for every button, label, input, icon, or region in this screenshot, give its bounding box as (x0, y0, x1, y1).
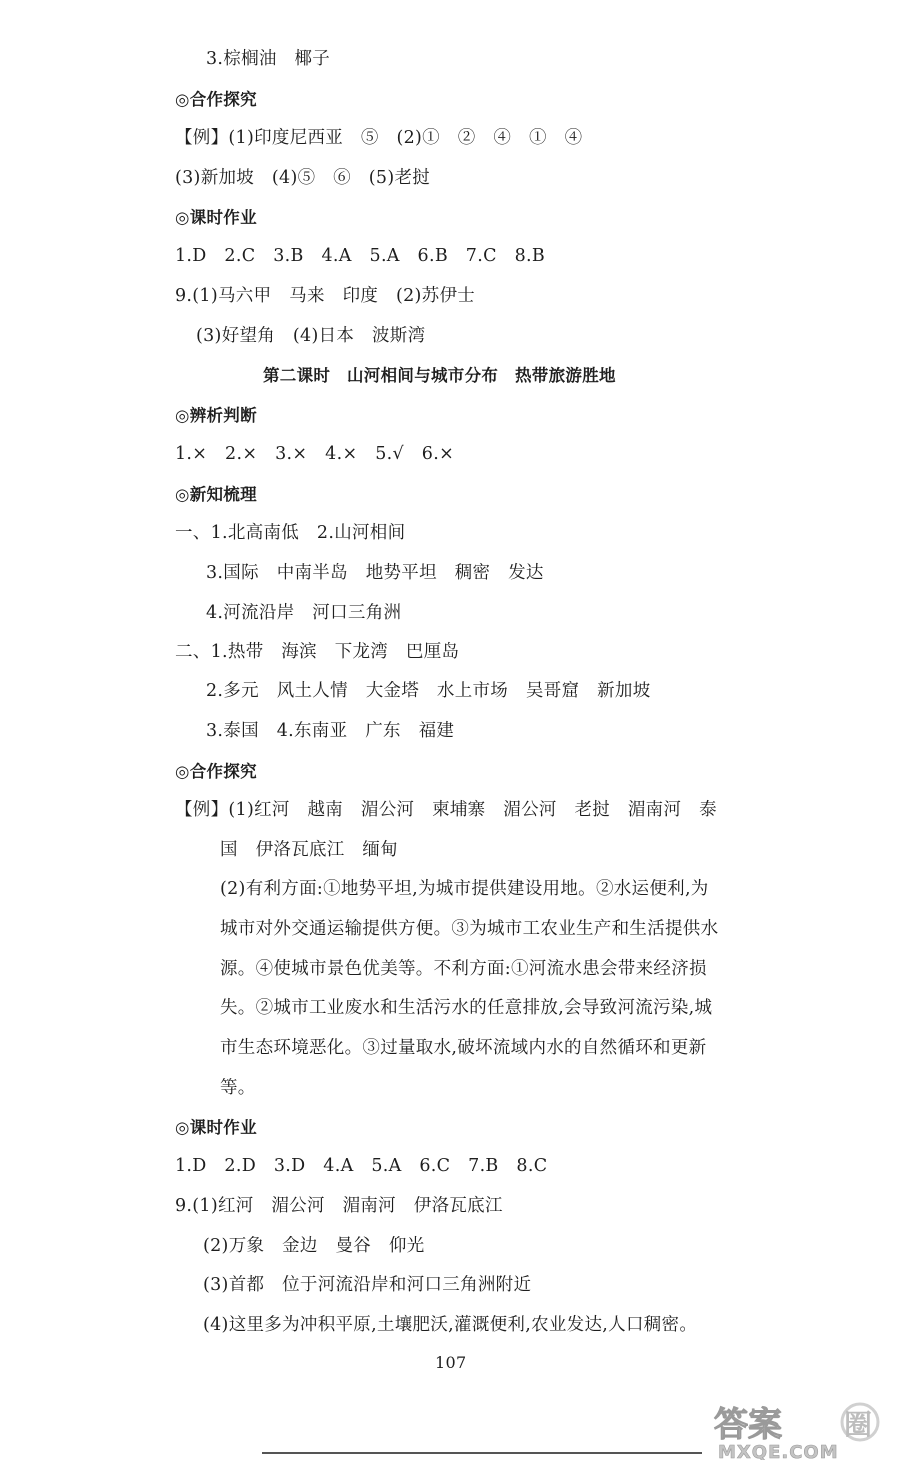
section-heading: ◎课时作业 (175, 208, 257, 227)
answer-paragraph-line: (2)有利方面:①地势平坦,为城市提供建设用地。②水运便利,为 (220, 879, 709, 899)
answer-line: 二、1.热带 海滨 下龙湾 巴厘岛 (175, 642, 460, 662)
answer-paragraph-line: 市生态环境恶化。③过量取水,破坏流域内水的自然循环和更新 (220, 1038, 707, 1058)
answer-line: 9.(1)红河 湄公河 湄南河 伊洛瓦底江 (175, 1196, 503, 1216)
answer-line: (3)新加坡 (4)⑤ ⑥ (5)老挝 (175, 168, 431, 188)
answer-line: 3.泰国 4.东南亚 广东 福建 (206, 721, 455, 741)
answer-line: 【例】(1)印度尼西亚 ⑤ (2)① ② ④ ① ④ (175, 128, 583, 148)
answer-line: 2.多元 风土人情 大金塔 水上市场 吴哥窟 新加坡 (206, 681, 651, 701)
answer-line: (4)这里多为冲积平原,土壤肥沃,灌溉便利,农业发达,人口稠密。 (203, 1315, 698, 1335)
svg-text:MXQE.COM: MXQE.COM (718, 1442, 839, 1460)
answer-paragraph-line: 源。④使城市景色优美等。不利方面:①河流水患会带来经济损 (220, 959, 707, 979)
answer-line: 【例】(1)红河 越南 湄公河 柬埔寨 湄公河 老挝 湄南河 泰 (175, 800, 717, 820)
answer-line: 3.国际 中南半岛 地势平坦 稠密 发达 (206, 563, 544, 583)
svg-text:答案: 答案 (714, 1405, 782, 1445)
answer-line: 1.D 2.D 3.D 4.A 5.A 6.C 7.B 8.C (175, 1156, 548, 1176)
answer-line: 3.棕榈油 椰子 (206, 49, 331, 69)
answer-line: 1.× 2.× 3.× 4.× 5.√ 6.× (175, 444, 455, 464)
section-heading: ◎新知梳理 (175, 485, 257, 504)
section-heading: ◎课时作业 (175, 1118, 257, 1137)
watermark-logo (712, 1400, 887, 1460)
answer-line: 4.河流沿岸 河口三角洲 (206, 603, 402, 623)
section-heading: ◎合作探究 (175, 762, 257, 781)
lesson-title: 第二课时 山河相间与城市分布 热带旅游胜地 (263, 366, 616, 385)
answer-line: (3)首都 位于河流沿岸和河口三角洲附近 (203, 1275, 532, 1295)
page-number: 107 (435, 1353, 467, 1372)
answer-paragraph-line: 城市对外交通运输提供方便。③为城市工农业生产和生活提供水 (220, 919, 719, 939)
section-heading: ◎辨析判断 (175, 406, 257, 425)
bottom-rule (262, 1452, 702, 1454)
answer-paragraph-line: 失。②城市工业废水和生活污水的任意排放,会导致河流污染,城 (220, 998, 713, 1018)
svg-text:圈: 圈 (844, 1408, 873, 1441)
answer-paragraph-line: 等。 (220, 1078, 256, 1098)
answer-line: (3)好望角 (4)日本 波斯湾 (196, 326, 426, 346)
answer-line: 国 伊洛瓦底江 缅甸 (220, 840, 398, 860)
answer-line: 一、1.北高南低 2.山河相间 (175, 523, 406, 543)
answer-line: (2)万象 金边 曼谷 仰光 (203, 1236, 425, 1256)
answer-line: 1.D 2.C 3.B 4.A 5.A 6.B 7.C 8.B (175, 246, 546, 266)
section-heading: ◎合作探究 (175, 90, 257, 109)
answer-line: 9.(1)马六甲 马来 印度 (2)苏伊士 (175, 286, 476, 306)
